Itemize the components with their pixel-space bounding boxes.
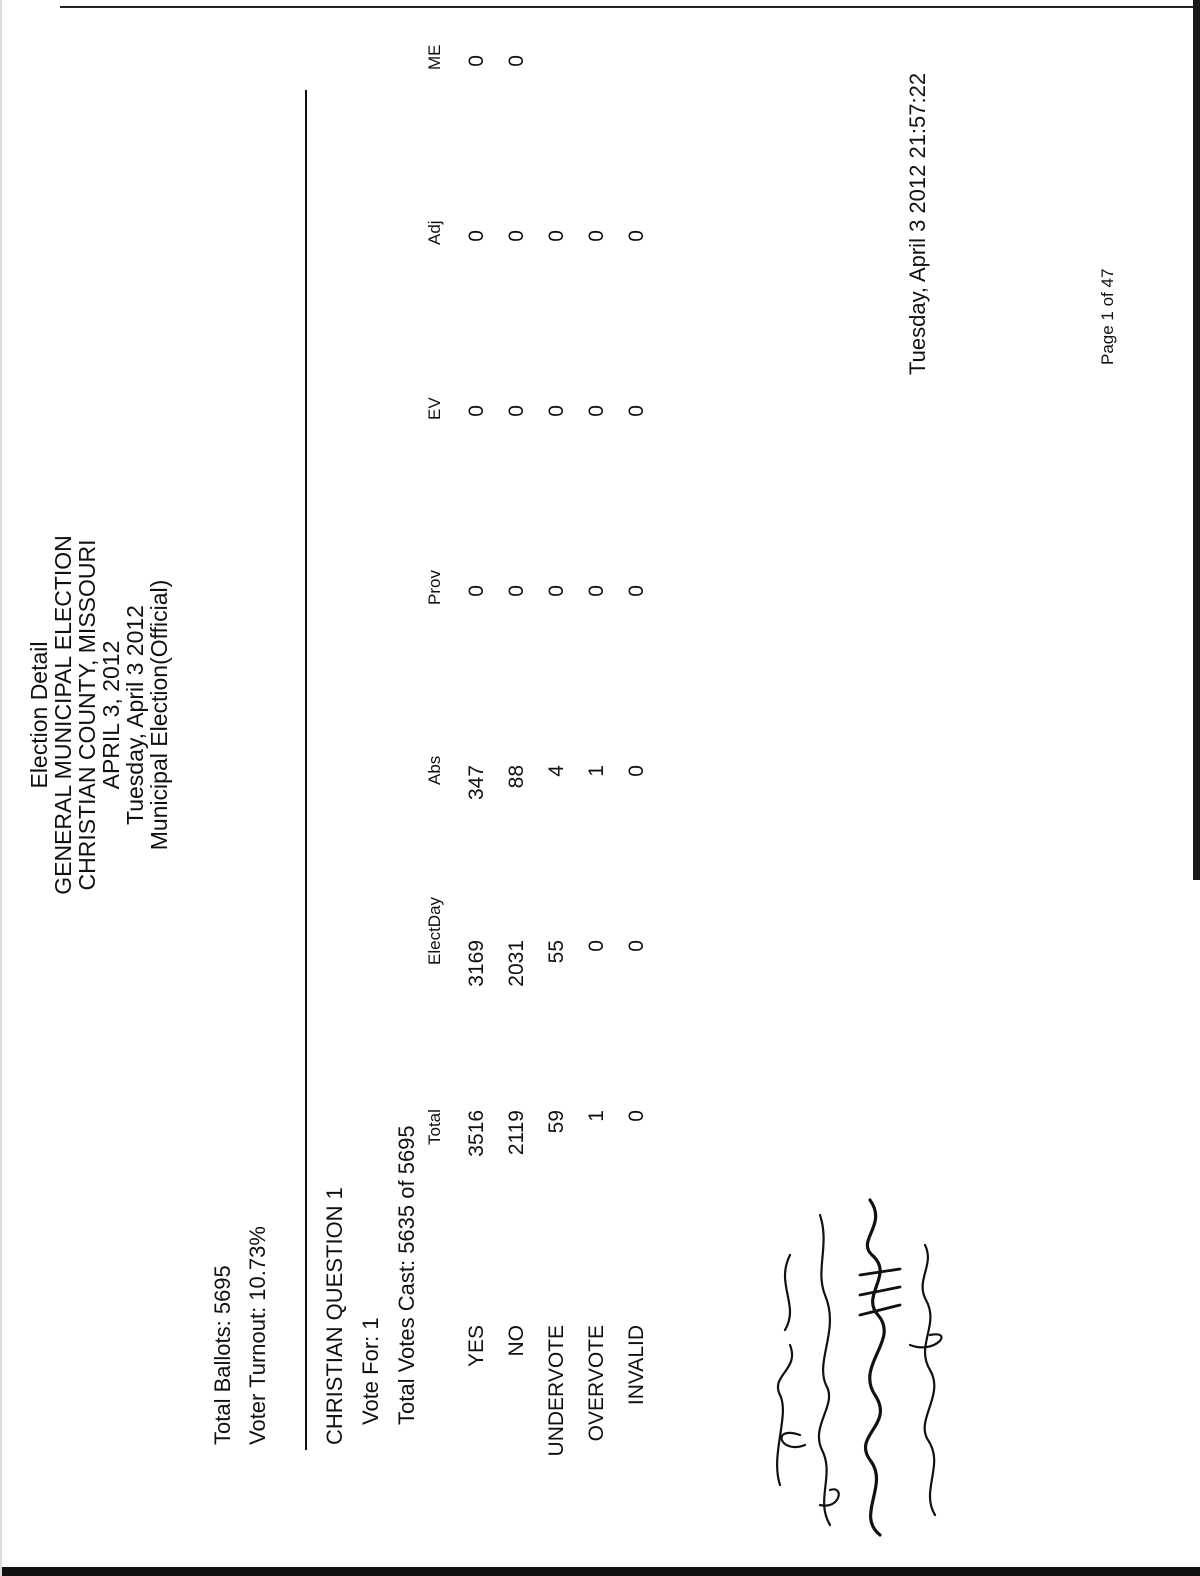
report-title: Election Detail bbox=[26, 641, 52, 789]
cell-no-abs: 88 bbox=[505, 765, 528, 789]
cell-no-electday: 2031 bbox=[505, 940, 528, 987]
election-date: APRIL 3, 2012 bbox=[98, 640, 124, 790]
cell-undervote-total: 59 bbox=[545, 1110, 568, 1134]
signature-3 bbox=[865, 1200, 884, 1535]
row-label-no: NO bbox=[505, 1325, 528, 1357]
cell-overvote-adj: 0 bbox=[585, 230, 608, 242]
scan-edge-bottom bbox=[0, 1567, 1200, 1576]
cell-yes-ev: 0 bbox=[465, 405, 488, 417]
signature-1 bbox=[777, 1255, 792, 1485]
cell-invalid-prov: 0 bbox=[625, 585, 648, 597]
cell-yes-electday: 3169 bbox=[465, 940, 488, 987]
col-header-ev: EV bbox=[425, 397, 444, 420]
row-label-yes: YES bbox=[465, 1325, 488, 1368]
cell-overvote-total: 1 bbox=[585, 1110, 608, 1122]
cell-overvote-prov: 0 bbox=[585, 585, 608, 597]
cell-undervote-electday: 55 bbox=[545, 940, 568, 964]
county-name: CHRISTIAN COUNTY, MISSOURI bbox=[74, 539, 100, 891]
col-header-electday: ElectDay bbox=[425, 896, 444, 965]
total-ballots: Total Ballots: 5695 bbox=[210, 1265, 235, 1445]
cell-invalid-ev: 0 bbox=[625, 405, 648, 417]
cell-overvote-ev: 0 bbox=[585, 405, 608, 417]
cell-invalid-total: 0 bbox=[625, 1110, 648, 1122]
col-header-total: Total bbox=[425, 1109, 444, 1145]
cell-yes-total: 3516 bbox=[465, 1110, 488, 1157]
election-type: Municipal Election(Official) bbox=[146, 579, 172, 851]
cell-undervote-ev: 0 bbox=[545, 405, 568, 417]
page-number: Page 1 of 47 bbox=[1098, 268, 1117, 365]
cell-no-total: 2119 bbox=[505, 1110, 528, 1156]
cell-overvote-abs: 1 bbox=[585, 765, 608, 777]
total-votes-cast: Total Votes Cast: 5635 of 5695 bbox=[394, 1125, 419, 1425]
cell-no-prov: 0 bbox=[505, 585, 528, 597]
cell-undervote-abs: 4 bbox=[545, 765, 568, 777]
col-header-me: ME bbox=[425, 44, 444, 70]
election-name: GENERAL MUNICIPAL ELECTION bbox=[50, 535, 76, 895]
cell-invalid-adj: 0 bbox=[625, 230, 648, 242]
cell-no-adj: 0 bbox=[505, 230, 528, 242]
row-label-invalid: INVALID bbox=[625, 1325, 648, 1406]
cell-undervote-prov: 0 bbox=[545, 585, 568, 597]
row-label-undervote: UNDERVOTE bbox=[545, 1325, 568, 1457]
cell-yes-abs: 347 bbox=[465, 765, 488, 801]
cell-yes-prov: 0 bbox=[465, 585, 488, 597]
cell-yes-adj: 0 bbox=[465, 230, 488, 242]
contest-title: CHRISTIAN QUESTION 1 bbox=[322, 1187, 347, 1445]
row-label-overvote: OVERVOTE bbox=[585, 1325, 608, 1442]
section-rule bbox=[305, 90, 307, 1450]
signature-2 bbox=[819, 1215, 830, 1525]
cell-invalid-abs: 0 bbox=[625, 765, 648, 777]
election-day: Tuesday, April 3 2012 bbox=[122, 605, 148, 825]
cell-yes-me: 0 bbox=[465, 55, 488, 67]
cell-no-ev: 0 bbox=[505, 405, 528, 417]
col-header-prov: Prov bbox=[425, 570, 444, 605]
rotated-report-page bbox=[0, 5, 1180, 1545]
col-header-adj: Adj bbox=[425, 220, 444, 245]
col-header-abs: Abs bbox=[425, 755, 444, 785]
signature-4 bbox=[923, 1245, 935, 1515]
cell-invalid-electday: 0 bbox=[625, 940, 648, 952]
handwritten-signatures bbox=[760, 1165, 1000, 1545]
cell-overvote-electday: 0 bbox=[585, 940, 608, 952]
voter-turnout: Voter Turnout: 10.73% bbox=[245, 1226, 270, 1445]
scan-edge-right bbox=[1193, 0, 1200, 880]
cell-undervote-adj: 0 bbox=[545, 230, 568, 242]
cell-no-me: 0 bbox=[505, 55, 528, 67]
vote-for: Vote For: 1 bbox=[358, 1317, 383, 1425]
report-timestamp: Tuesday, April 3 2012 21:57:22 bbox=[905, 72, 930, 375]
